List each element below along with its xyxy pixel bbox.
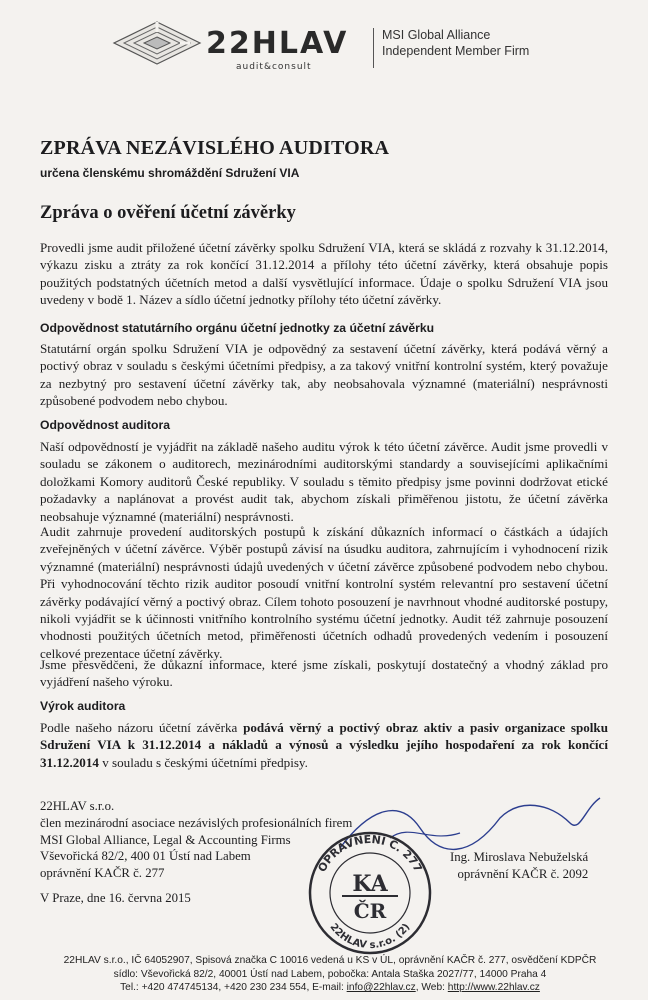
stamp-cr: ČR bbox=[353, 899, 387, 923]
footer-contact: Tel.: +420 474745134, +420 230 234 554, E-mail: bbox=[120, 982, 347, 993]
firm-membership: člen mezinárodní asociace nezávislých profesionálních firem bbox=[40, 815, 353, 830]
svg-text:22HLAV s.r.o. (2) bbox=[328, 922, 413, 951]
auditor-name: Ing. Miroslava Nebuželská bbox=[450, 850, 589, 864]
network-line-2: Independent Member Firm bbox=[382, 44, 530, 58]
footer bbox=[40, 954, 620, 995]
header-divider bbox=[373, 28, 374, 68]
auditor-paragraph-3: Jsme přesvědčeni, že důkazní informace, které jsme získali, poskytují dostatečný a vhodný základ pro vyjádření našeho výroku. bbox=[40, 657, 608, 690]
signatory-right bbox=[450, 849, 588, 883]
footer-line-1: 22HLAV s.r.o., IČ 64052907, Spisová značka C 10016 vedená u KS v ÚL, oprávnění KAČR č. 277, osvědčení KDPČR bbox=[63, 955, 597, 966]
firm-license: oprávnění KAČR č. 277 bbox=[40, 866, 165, 881]
footer-line-2: sídlo: Vševořická 82/2, 40001 Ústí nad Labem, pobočka: Antala Staška 2027/77, 14000 Praha 4 bbox=[113, 968, 547, 980]
opinion-bold: podává věrný a poctivý obraz aktiv a pasiv organizace spolku Sdružení VIA k 31.12.2014 a nákladů a výnosů a výsledku jejího hospodaření za rok končící 31.12.2014 bbox=[40, 720, 608, 770]
statutory-heading: Odpovědnost statutárního orgánu účetní jednotky za účetní závěrku bbox=[40, 321, 435, 335]
firm-network: MSI Global Alliance, Legal & Accounting Firms bbox=[40, 832, 291, 847]
report-subtitle: určena členskému shromáždění Sdružení VIA bbox=[40, 166, 300, 180]
report-title: ZPRÁVA NEZÁVISLÉHO AUDITORA bbox=[40, 137, 390, 159]
footer-web-link[interactable]: http://www.22hlav.cz bbox=[447, 982, 540, 993]
footer-email-link[interactable]: info@22hlav.cz bbox=[346, 982, 416, 993]
stamp-bottom-text: 22HLAV s.r.o. (2) bbox=[327, 921, 413, 952]
stamp-ka: KA bbox=[352, 871, 388, 897]
firm-name: 22HLAV s.r.o. bbox=[40, 799, 115, 813]
auditor-paragraph-1: Naší odpovědností je vyjádřit na základě našeho auditu výrok k této účetní závěrce. Audit jsme provedli v souladu se zákonem o auditorech, mezinárodními auditorskými standardy a souvisejícími aplikačními doložkami Komory auditorů České republiky. V souladu s těmito předpisy jsme povinni dodržovat etické požadavky a naplánovat a provést audit tak, abychom získali přiměřenou jistotu, že účetní závěrka neobsahuje významné (materiální) nesprávnosti. bbox=[40, 439, 608, 524]
section-title: Zpráva o ověření účetní závěrky bbox=[40, 203, 296, 223]
intro-paragraph: Provedli jsme audit přiložené účetní závěrky spolku Sdružení VIA, která se skládá z rozvahy k 31.12.2014, výkazu zisku a ztráty za rok končící 31.12.2014 a přílohy této účetní závěrky, která obsahuje popis použitých podstatných účetních metod a další vysvětlující informace. Údaje o spolku Sdružení VIA jsou uvedeny v bodě 1. Název a sídlo účetní jednotky přílohy této účetní závěrky. bbox=[40, 240, 608, 308]
stamp-top-text: OPRÁVNĚNÍ Č. 277 bbox=[315, 832, 425, 875]
opinion-paragraph bbox=[40, 719, 608, 771]
auditor-license: oprávnění KAČR č. 2092 bbox=[457, 866, 589, 881]
auditor-heading: Odpovědnost auditora bbox=[40, 418, 171, 432]
firm-address: Vševořická 82/2, 400 01 Ústí nad Labem bbox=[40, 849, 251, 864]
brand-tagline: audit&consult bbox=[236, 62, 312, 72]
network-line-1: MSI Global Alliance bbox=[382, 28, 491, 42]
brand-name: 22HLAV bbox=[206, 26, 349, 61]
auditor-paragraph-2: Audit zahrnuje provedení auditorských postupů k získání důkazních informací o částkách a údajích zveřejněných v účetní závěrce. Výběr postupů závisí na úsudku auditora, zahrnujícím i vyhodnocení rizik významné (materiální) nesprávnosti údajů uvedených v účetní závěrce způsobené podvodem nebo chybou. Při vyhodnocování těchto rizik auditor posoudí vnitřní kontrolní systém relevantní pro sestavení účetní závěrky podávající věrný a poctivý obraz. Cílem tohoto posouzení je navrhnout vhodné auditorské postupy, nikoli vyjádřit se k účinnosti vnitřního kontrolního systému účetní jednotky. Audit též zahrnuje posouzení vhodnosti použitých účetních metod, přiměřenosti účetních odhadů provedených vedením i posouzení celkové prezentace účetní závěrky. bbox=[40, 524, 608, 661]
footer-web-label: , Web: bbox=[415, 982, 448, 993]
footer-line-3 bbox=[40, 981, 620, 995]
report-date: V Praze, dne 16. června 2015 bbox=[40, 891, 191, 905]
letterhead bbox=[0, 0, 648, 90]
opinion-prefix: Podle našeho názoru účetní závěrka bbox=[40, 720, 244, 735]
opinion-suffix: v souladu s českými účetními předpisy. bbox=[98, 754, 308, 770]
official-stamp-icon bbox=[300, 825, 440, 955]
opinion-heading: Výrok auditora bbox=[40, 699, 126, 713]
maze-logo-icon bbox=[112, 20, 202, 66]
statutory-paragraph: Statutární orgán spolku Sdružení VIA je odpovědný za sestavení účetní závěrky, která podává věrný a poctivý obraz v souladu s českými účetními předpisy, a za takový vnitřní kontrolní systém, který považuje za nezbytný pro sestavení účetní závěrky tak, aby neobsahovala významné (materiální) nesprávnosti způsobené podvodem nebo chybou. bbox=[40, 341, 608, 409]
